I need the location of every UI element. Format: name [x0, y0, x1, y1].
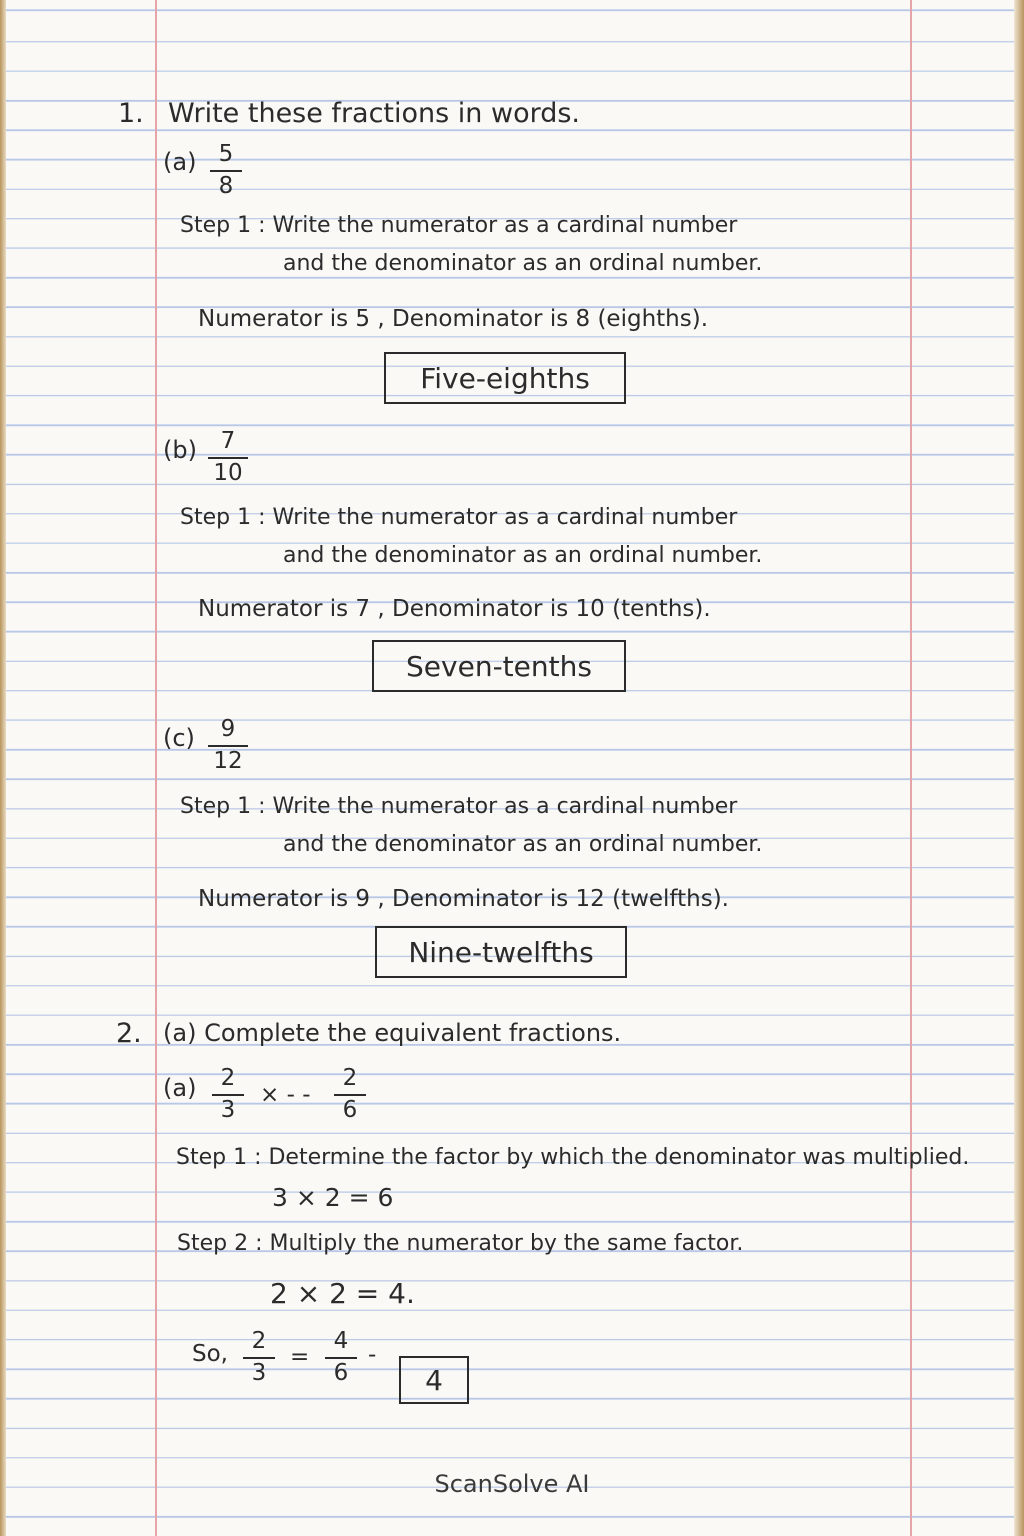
fraction-bar	[212, 1094, 244, 1096]
step-text: Step 1 : Write the numerator as a cardinal number	[180, 505, 738, 530]
numerator-denominator-info: Numerator is 7 , Denominator is 10 (tenths).	[198, 596, 711, 622]
page-edge-left	[0, 0, 6, 1536]
fraction-numerator: 2	[342, 1065, 358, 1091]
question-prompt: (a) Complete the equivalent fractions.	[163, 1019, 622, 1047]
answer-box	[384, 352, 626, 404]
margin-line-left	[155, 0, 157, 1536]
fraction-bar	[243, 1357, 275, 1359]
fraction-bar	[208, 457, 248, 459]
fraction-bar	[325, 1357, 357, 1359]
numerator-denominator-info: Numerator is 9 , Denominator is 12 (twelfths).	[198, 886, 729, 912]
equals-sign: =	[290, 1344, 310, 1370]
calculation: 3 × 2 = 6	[272, 1183, 394, 1212]
margin-line-right	[910, 0, 912, 1536]
fraction-bar	[334, 1094, 366, 1096]
page-edge-right	[1014, 0, 1024, 1536]
part-label: (a)	[163, 1074, 197, 1102]
fraction-numerator: 9	[220, 716, 236, 742]
step-text: Step 1 : Write the numerator as a cardinal number	[180, 213, 738, 238]
step-text: Step 1 : Determine the factor by which the denominator was multiplied.	[176, 1145, 970, 1170]
part-label: (a)	[163, 148, 197, 176]
fraction-denominator: 8	[218, 172, 234, 199]
fraction	[243, 1330, 275, 1385]
fraction-bar	[210, 170, 242, 172]
step-text: Step 2 : Multiply the numerator by the same factor.	[177, 1231, 744, 1256]
step-text-continued: and the denominator as an ordinal number.	[283, 832, 763, 857]
answer-box	[372, 640, 626, 692]
fraction	[208, 430, 248, 485]
footer-watermark: ScanSolve AI	[434, 1470, 590, 1498]
fraction	[325, 1330, 357, 1385]
answer-text: Seven-tenths	[406, 649, 592, 683]
numerator-denominator-info: Numerator is 5 , Denominator is 8 (eighths).	[198, 306, 709, 332]
part-label: (c)	[163, 724, 195, 752]
calculation: 2 × 2 = 4.	[270, 1277, 415, 1310]
fraction-numerator: 4	[333, 1328, 349, 1354]
fraction	[212, 1067, 244, 1122]
fraction	[210, 143, 242, 198]
fraction-denominator: 6	[333, 1359, 349, 1386]
fraction-numerator: 5	[218, 141, 234, 167]
question-number: 2.	[116, 1018, 142, 1049]
answer-text: Five-eighths	[420, 361, 590, 395]
answer-box	[375, 926, 627, 978]
fraction-denominator: 10	[213, 459, 243, 486]
fraction-denominator: 3	[220, 1096, 236, 1123]
fraction-denominator: 3	[251, 1359, 267, 1386]
fraction-numerator: 7	[220, 428, 236, 454]
fraction	[334, 1067, 366, 1122]
step-text: Step 1 : Write the numerator as a cardinal number	[180, 794, 738, 819]
fraction-bar	[208, 745, 248, 747]
fraction-denominator: 12	[213, 747, 243, 774]
step-text-continued: and the denominator as an ordinal number.	[283, 251, 763, 276]
answer-box	[399, 1356, 469, 1404]
answer-text: 4	[425, 1363, 443, 1397]
question-number: 1.	[118, 98, 144, 129]
question-prompt: Write these fractions in words.	[168, 98, 581, 129]
fraction-denominator: 6	[342, 1096, 358, 1123]
part-label: (b)	[163, 436, 197, 464]
fraction	[208, 718, 248, 773]
operator-symbols: × - -	[260, 1082, 311, 1108]
dash: -	[368, 1342, 377, 1368]
so-label: So,	[192, 1341, 228, 1367]
fraction-numerator: 2	[220, 1065, 236, 1091]
step-text-continued: and the denominator as an ordinal number.	[283, 543, 763, 568]
answer-text: Nine-twelfths	[408, 935, 594, 969]
fraction-numerator: 2	[251, 1328, 267, 1354]
